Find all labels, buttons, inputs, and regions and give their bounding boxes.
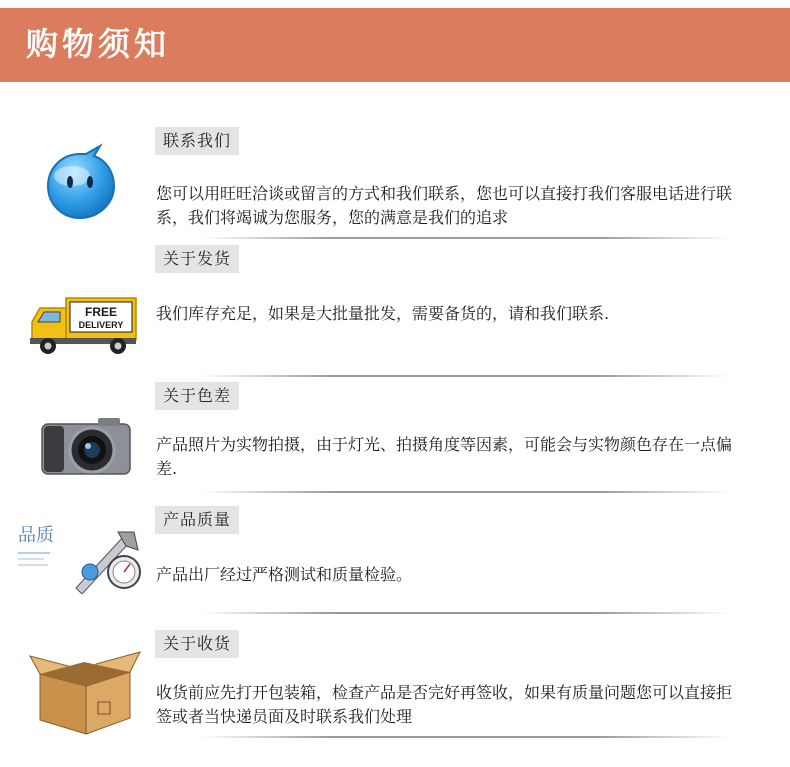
quality-mark xyxy=(18,524,64,584)
quality-mark-text: 品质 xyxy=(18,525,54,546)
section-text: 产品出厂经过严格测试和质量检验。 xyxy=(156,565,413,584)
divider xyxy=(200,736,730,738)
badge-line-free: FREE xyxy=(84,305,118,319)
section-text: 产品照片为实物拍摄，由于灯光、拍摄角度等因素，可能会与实物颜色存在一点偏差. xyxy=(156,435,733,478)
camera-icon xyxy=(38,414,134,478)
section-label: 关于色差 xyxy=(155,382,239,410)
caliper-icon xyxy=(68,528,146,594)
section-label: 产品质量 xyxy=(155,506,239,534)
section-label: 关于发货 xyxy=(155,245,239,273)
delivery-truck-icon xyxy=(26,294,140,358)
section-label: 关于收货 xyxy=(155,630,239,658)
page-title: 购物须知 xyxy=(26,25,171,63)
chat-bubble-icon xyxy=(40,142,122,224)
section-label: 联系我们 xyxy=(155,127,239,155)
page-header xyxy=(0,8,790,82)
divider xyxy=(200,491,730,493)
section-text: 我们库存充足，如果是大批量批发，需要备货的，请和我们联系. xyxy=(156,304,610,323)
divider xyxy=(200,237,730,239)
badge-line-delivery: DELIVERY xyxy=(78,320,124,330)
section-text: 您可以用旺旺洽谈或留言的方式和我们联系，您也可以直接打我们客服电话进行联系，我们将竭诚为您服务，您的满意是我们的追求 xyxy=(156,184,733,227)
cardboard-box-icon xyxy=(26,640,144,736)
divider xyxy=(200,612,730,614)
section-text: 收货前应先打开包装箱，检查产品是否完好再签收，如果有质量问题您可以直接拒签或者当快递员面及时联系我们处理 xyxy=(156,683,733,726)
divider xyxy=(200,375,730,377)
